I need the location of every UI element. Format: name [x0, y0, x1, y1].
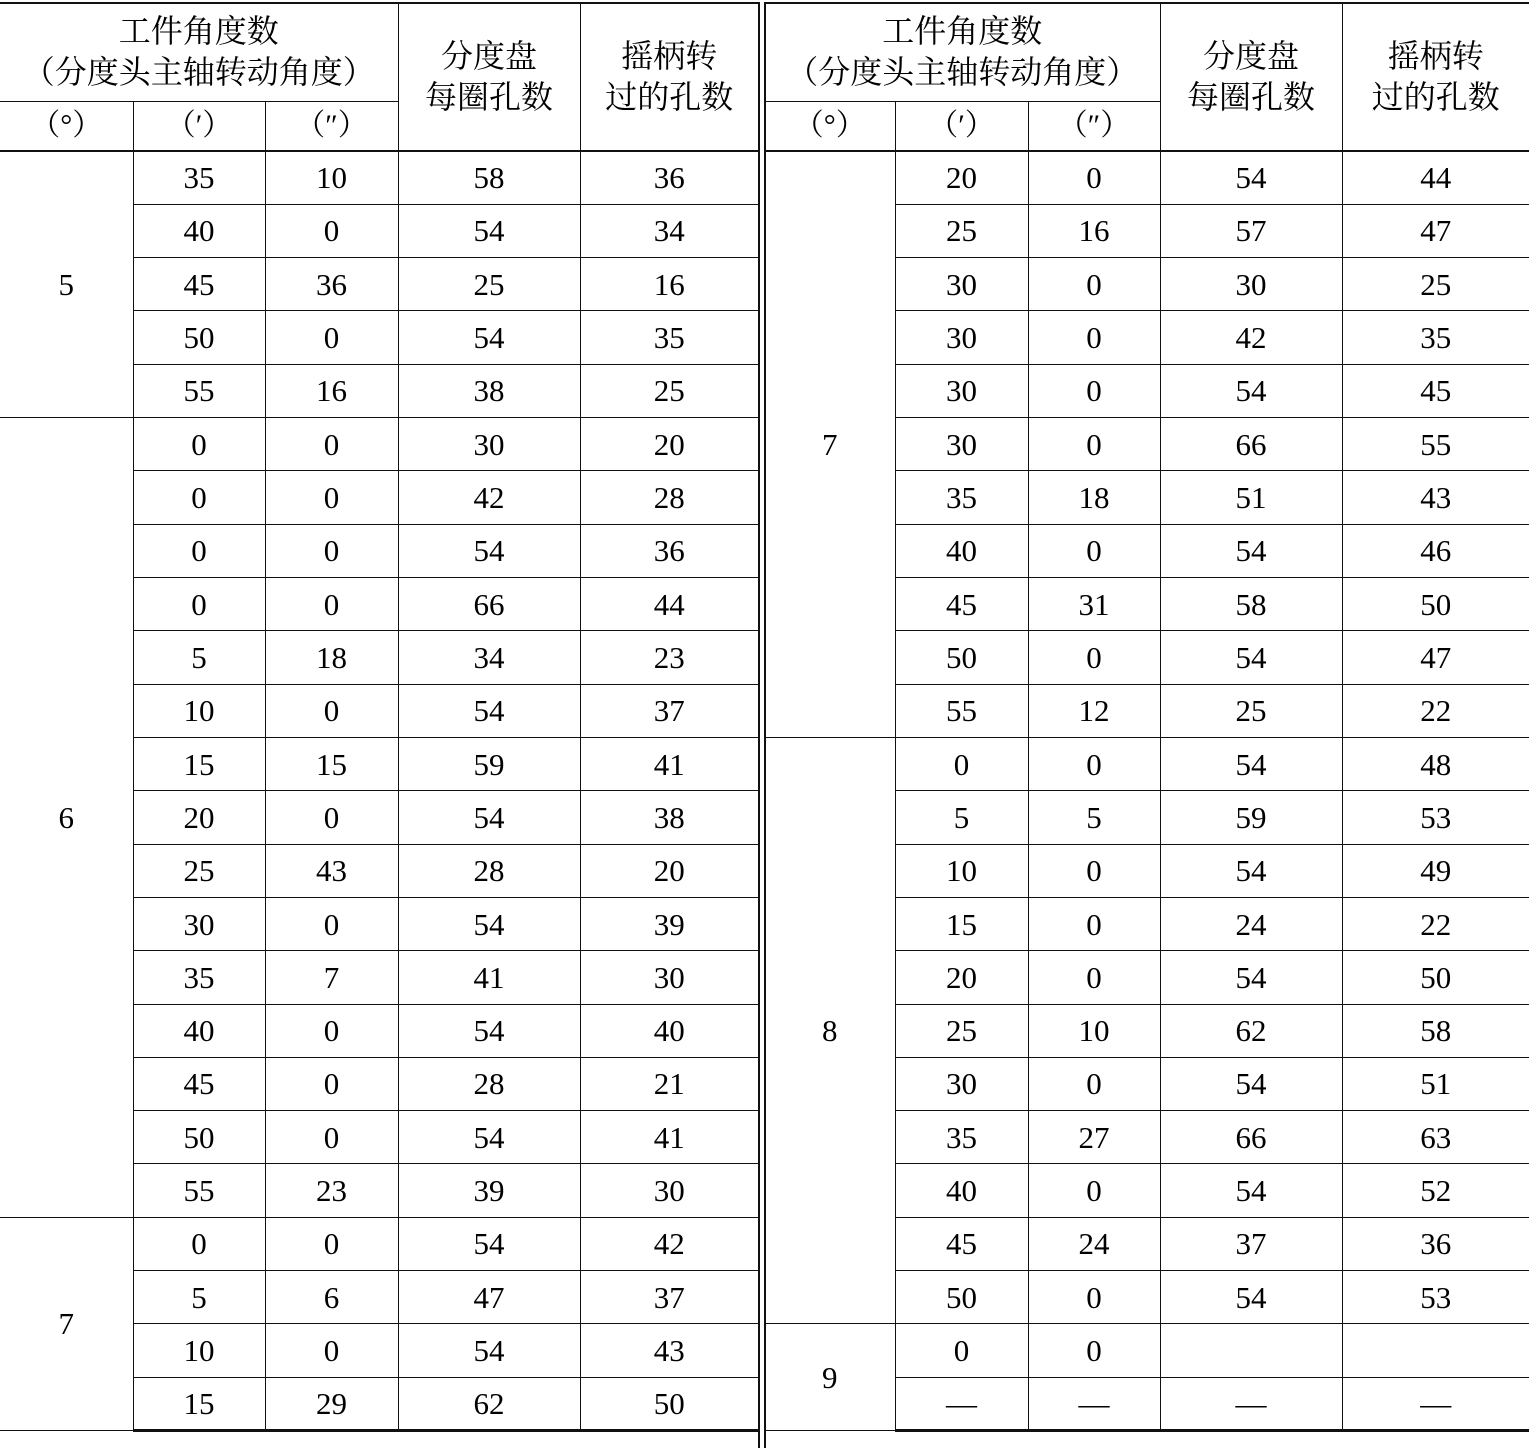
crank-holes-header-line2: 过的孔数 [605, 79, 734, 115]
plate-holes-header-line2: 每圈孔数 [424, 79, 553, 115]
crank-holes-cell: 49 [1342, 844, 1529, 897]
right-table [765, 2, 1529, 1432]
minute-cell: 15 [895, 897, 1028, 950]
plate-holes-cell: 37 [1160, 1217, 1342, 1270]
minute-cell: 30 [895, 311, 1028, 364]
second-cell: 0 [265, 524, 398, 577]
plate-holes-cell: 34 [398, 631, 580, 684]
degree-cell: 9 [765, 1324, 895, 1431]
minute-cell: 25 [895, 1004, 1028, 1057]
plate-holes-cell: — [1160, 1377, 1342, 1430]
second-cell: 0 [265, 897, 398, 950]
workpiece-angle-header-line2: （分度头主轴转动角度） [22, 54, 375, 91]
plate-holes-cell: 54 [398, 1217, 580, 1270]
plate-holes-cell: 54 [1160, 151, 1342, 204]
second-cell: 10 [1028, 1004, 1160, 1057]
second-unit: （″） [265, 101, 398, 151]
workpiece-angle-header [0, 3, 398, 101]
crank-holes-header-line1: 摇柄转 [621, 38, 718, 74]
plate-holes-header [1160, 3, 1342, 151]
table-row [0, 1217, 758, 1270]
degree-unit: （°） [0, 101, 133, 151]
minute-cell: 25 [133, 844, 265, 897]
second-cell: 18 [265, 631, 398, 684]
left-table [0, 2, 758, 1432]
minute-cell: 15 [133, 737, 265, 790]
second-cell: 0 [1028, 1057, 1160, 1110]
second-cell: 36 [265, 258, 398, 311]
second-cell: 0 [1028, 1271, 1160, 1324]
minute-cell: 10 [133, 1324, 265, 1377]
workpiece-angle-header-line2: （分度头主轴转动角度） [786, 54, 1139, 91]
crank-holes-cell: 50 [1342, 951, 1529, 1004]
table-row [0, 151, 758, 204]
second-cell: 0 [265, 1004, 398, 1057]
crank-holes-cell: 25 [1342, 258, 1529, 311]
plate-holes-header-line1: 分度盘 [1202, 38, 1299, 74]
second-cell: 7 [265, 951, 398, 1004]
minute-cell: 30 [895, 1057, 1028, 1110]
plate-holes-cell: 30 [1160, 258, 1342, 311]
minute-cell: 10 [895, 844, 1028, 897]
plate-holes-cell: 57 [1160, 204, 1342, 257]
minute-unit: （′） [895, 101, 1028, 151]
crank-holes-cell: 58 [1342, 1004, 1529, 1057]
second-cell: 0 [1028, 1164, 1160, 1217]
plate-holes-cell: 54 [1160, 1271, 1342, 1324]
minute-cell: 45 [133, 1057, 265, 1110]
second-cell: 15 [265, 737, 398, 790]
plate-holes-cell: 42 [1160, 311, 1342, 364]
workpiece-angle-header-line1: 工件角度数 [882, 13, 1043, 50]
second-cell: 0 [265, 1217, 398, 1270]
plate-holes-cell: 54 [398, 791, 580, 844]
minute-cell: 55 [133, 364, 265, 417]
second-cell: 0 [1028, 951, 1160, 1004]
second-cell: 10 [265, 151, 398, 204]
degree-unit: （°） [765, 101, 895, 151]
crank-holes-cell: 36 [1342, 1217, 1529, 1270]
minute-cell: 20 [895, 151, 1028, 204]
second-cell: 0 [1028, 844, 1160, 897]
crank-holes-cell: 45 [1342, 364, 1529, 417]
second-cell: 0 [1028, 524, 1160, 577]
second-cell: 0 [265, 471, 398, 524]
plate-holes-cell: 24 [1160, 897, 1342, 950]
table-row [765, 151, 1529, 204]
second-cell: — [1028, 1377, 1160, 1430]
crank-holes-cell: 20 [580, 418, 758, 471]
minute-cell: 35 [895, 1111, 1028, 1164]
minute-cell: 50 [133, 311, 265, 364]
workpiece-angle-header-line1: 工件角度数 [118, 13, 279, 50]
plate-holes-cell: 54 [398, 204, 580, 257]
crank-holes-cell: 35 [1342, 311, 1529, 364]
crank-holes-cell: 55 [1342, 418, 1529, 471]
plate-holes-header-line1: 分度盘 [440, 38, 537, 74]
plate-holes-cell: 58 [1160, 578, 1342, 631]
second-cell: 16 [265, 364, 398, 417]
minute-cell: 50 [895, 1271, 1028, 1324]
second-cell: 0 [265, 311, 398, 364]
crank-holes-cell: 42 [580, 1217, 758, 1270]
crank-holes-cell: 44 [580, 578, 758, 631]
second-cell: 0 [265, 578, 398, 631]
crank-holes-cell: 21 [580, 1057, 758, 1110]
plate-holes-cell: 51 [1160, 471, 1342, 524]
plate-holes-cell: 28 [398, 844, 580, 897]
minute-cell: 0 [895, 737, 1028, 790]
plate-holes-cell: 54 [1160, 951, 1342, 1004]
second-cell: 0 [265, 1111, 398, 1164]
degree-cell: 6 [0, 418, 133, 1218]
plate-holes-cell: 41 [398, 951, 580, 1004]
minute-cell: 45 [895, 578, 1028, 631]
second-cell: 0 [1028, 258, 1160, 311]
crank-holes-cell: — [1342, 1377, 1529, 1430]
minute-cell: 35 [133, 151, 265, 204]
plate-holes-cell: 54 [398, 524, 580, 577]
plate-holes-cell: 54 [1160, 737, 1342, 790]
minute-cell: 50 [895, 631, 1028, 684]
minute-cell: 45 [895, 1217, 1028, 1270]
plate-holes-cell: 66 [1160, 418, 1342, 471]
crank-holes-cell: 16 [580, 258, 758, 311]
minute-unit: （′） [133, 101, 265, 151]
plate-holes-cell: 30 [398, 418, 580, 471]
second-cell: 27 [1028, 1111, 1160, 1164]
plate-holes-cell: 59 [398, 737, 580, 790]
crank-holes-cell: 48 [1342, 737, 1529, 790]
second-cell: 24 [1028, 1217, 1160, 1270]
second-cell: 0 [265, 1324, 398, 1377]
minute-cell: 50 [133, 1111, 265, 1164]
plate-holes-cell: 28 [398, 1057, 580, 1110]
second-cell: 0 [1028, 151, 1160, 204]
minute-cell: 40 [133, 1004, 265, 1057]
minute-cell: 30 [133, 897, 265, 950]
second-cell: 18 [1028, 471, 1160, 524]
crank-holes-header [580, 3, 758, 151]
plate-holes-header [398, 3, 580, 151]
crank-holes-cell: 36 [580, 151, 758, 204]
crank-holes-cell: 40 [580, 1004, 758, 1057]
crank-holes-cell: 43 [1342, 471, 1529, 524]
crank-holes-cell [1342, 1324, 1529, 1377]
second-cell: 0 [265, 684, 398, 737]
crank-holes-cell: 63 [1342, 1111, 1529, 1164]
plate-holes-cell: 59 [1160, 791, 1342, 844]
degree-cell: 7 [0, 1217, 133, 1430]
minute-cell: 20 [133, 791, 265, 844]
plate-holes-cell: 54 [1160, 1164, 1342, 1217]
crank-holes-cell: 22 [1342, 684, 1529, 737]
second-cell: 0 [1028, 631, 1160, 684]
crank-holes-cell: 37 [580, 684, 758, 737]
second-cell: 43 [265, 844, 398, 897]
minute-cell: 30 [895, 258, 1028, 311]
minute-cell: 0 [895, 1324, 1028, 1377]
minute-cell: 40 [895, 524, 1028, 577]
crank-holes-cell: 28 [580, 471, 758, 524]
degree-cell: 5 [0, 151, 133, 418]
second-cell: 0 [1028, 897, 1160, 950]
plate-holes-cell: 38 [398, 364, 580, 417]
table-row [0, 418, 758, 471]
crank-holes-cell: 47 [1342, 204, 1529, 257]
crank-holes-cell: 51 [1342, 1057, 1529, 1110]
plate-holes-cell [1160, 1324, 1342, 1377]
workpiece-angle-header [765, 3, 1160, 101]
crank-holes-cell: 53 [1342, 791, 1529, 844]
degree-cell: 8 [765, 737, 895, 1323]
plate-holes-cell: 62 [1160, 1004, 1342, 1057]
minute-cell: 10 [133, 684, 265, 737]
plate-holes-cell: 54 [1160, 631, 1342, 684]
minute-cell: 55 [895, 684, 1028, 737]
crank-holes-cell: 47 [1342, 631, 1529, 684]
center-divider-left-line [758, 2, 760, 1448]
second-cell: 0 [1028, 1324, 1160, 1377]
crank-holes-cell: 41 [580, 737, 758, 790]
crank-holes-cell: 22 [1342, 897, 1529, 950]
plate-holes-cell: 66 [398, 578, 580, 631]
second-cell: 29 [265, 1377, 398, 1430]
crank-holes-cell: 52 [1342, 1164, 1529, 1217]
crank-holes-cell: 46 [1342, 524, 1529, 577]
minute-cell: 35 [133, 951, 265, 1004]
plate-holes-cell: 54 [398, 1324, 580, 1377]
minute-cell: 0 [133, 578, 265, 631]
plate-holes-header-line2: 每圈孔数 [1186, 79, 1315, 115]
crank-holes-cell: 30 [580, 951, 758, 1004]
second-cell: 23 [265, 1164, 398, 1217]
plate-holes-cell: 66 [1160, 1111, 1342, 1164]
plate-holes-cell: 62 [398, 1377, 580, 1430]
second-cell: 0 [1028, 418, 1160, 471]
minute-cell: 0 [133, 1217, 265, 1270]
plate-holes-cell: 58 [398, 151, 580, 204]
minute-cell: 5 [133, 631, 265, 684]
crank-holes-cell: 44 [1342, 151, 1529, 204]
crank-holes-cell: 53 [1342, 1271, 1529, 1324]
crank-holes-cell: 36 [580, 524, 758, 577]
second-cell: 12 [1028, 684, 1160, 737]
minute-cell: 35 [895, 471, 1028, 524]
second-cell: 0 [1028, 364, 1160, 417]
minute-cell: 40 [133, 204, 265, 257]
second-cell: 0 [265, 1057, 398, 1110]
minute-cell: 0 [133, 471, 265, 524]
second-cell: 0 [265, 791, 398, 844]
plate-holes-cell: 47 [398, 1271, 580, 1324]
plate-holes-cell: 25 [398, 258, 580, 311]
crank-holes-cell: 43 [580, 1324, 758, 1377]
second-cell: 0 [1028, 311, 1160, 364]
crank-holes-cell: 34 [580, 204, 758, 257]
plate-holes-cell: 54 [398, 1111, 580, 1164]
table-row [765, 1324, 1529, 1377]
crank-holes-cell: 38 [580, 791, 758, 844]
minute-cell: 5 [133, 1271, 265, 1324]
crank-holes-cell: 30 [580, 1164, 758, 1217]
second-cell: 0 [265, 204, 398, 257]
second-cell: 6 [265, 1271, 398, 1324]
crank-holes-cell: 41 [580, 1111, 758, 1164]
crank-holes-cell: 20 [580, 844, 758, 897]
plate-holes-cell: 25 [1160, 684, 1342, 737]
plate-holes-cell: 54 [398, 311, 580, 364]
plate-holes-cell: 54 [398, 1004, 580, 1057]
crank-holes-cell: 50 [1342, 578, 1529, 631]
crank-holes-cell: 50 [580, 1377, 758, 1430]
plate-holes-cell: 54 [1160, 524, 1342, 577]
minute-cell: 40 [895, 1164, 1028, 1217]
minute-cell: 0 [133, 418, 265, 471]
crank-holes-header-line1: 摇柄转 [1387, 38, 1484, 74]
plate-holes-cell: 54 [1160, 1057, 1342, 1110]
minute-cell: 30 [895, 418, 1028, 471]
table-row [765, 737, 1529, 790]
plate-holes-cell: 54 [1160, 364, 1342, 417]
minute-cell: 55 [133, 1164, 265, 1217]
minute-cell: 45 [133, 258, 265, 311]
crank-holes-cell: 25 [580, 364, 758, 417]
plate-holes-cell: 39 [398, 1164, 580, 1217]
second-cell: 16 [1028, 204, 1160, 257]
degree-cell: 7 [765, 151, 895, 737]
crank-holes-header-line2: 过的孔数 [1371, 79, 1500, 115]
minute-cell: 15 [133, 1377, 265, 1430]
crank-holes-cell: 39 [580, 897, 758, 950]
plate-holes-cell: 54 [398, 897, 580, 950]
plate-holes-cell: 42 [398, 471, 580, 524]
header-row [0, 3, 758, 101]
crank-holes-cell: 35 [580, 311, 758, 364]
crank-holes-header [1342, 3, 1529, 151]
minute-cell: 25 [895, 204, 1028, 257]
header-row [765, 3, 1529, 101]
crank-holes-cell: 23 [580, 631, 758, 684]
minute-cell: 5 [895, 791, 1028, 844]
second-cell: 31 [1028, 578, 1160, 631]
second-cell: 0 [1028, 737, 1160, 790]
plate-holes-cell: 54 [398, 684, 580, 737]
plate-holes-cell: 54 [1160, 844, 1342, 897]
second-cell: 0 [265, 418, 398, 471]
minute-cell: 30 [895, 364, 1028, 417]
minute-cell: 0 [133, 524, 265, 577]
second-cell: 5 [1028, 791, 1160, 844]
minute-cell: 20 [895, 951, 1028, 1004]
second-unit: （″） [1028, 101, 1160, 151]
crank-holes-cell: 37 [580, 1271, 758, 1324]
minute-cell: — [895, 1377, 1028, 1430]
